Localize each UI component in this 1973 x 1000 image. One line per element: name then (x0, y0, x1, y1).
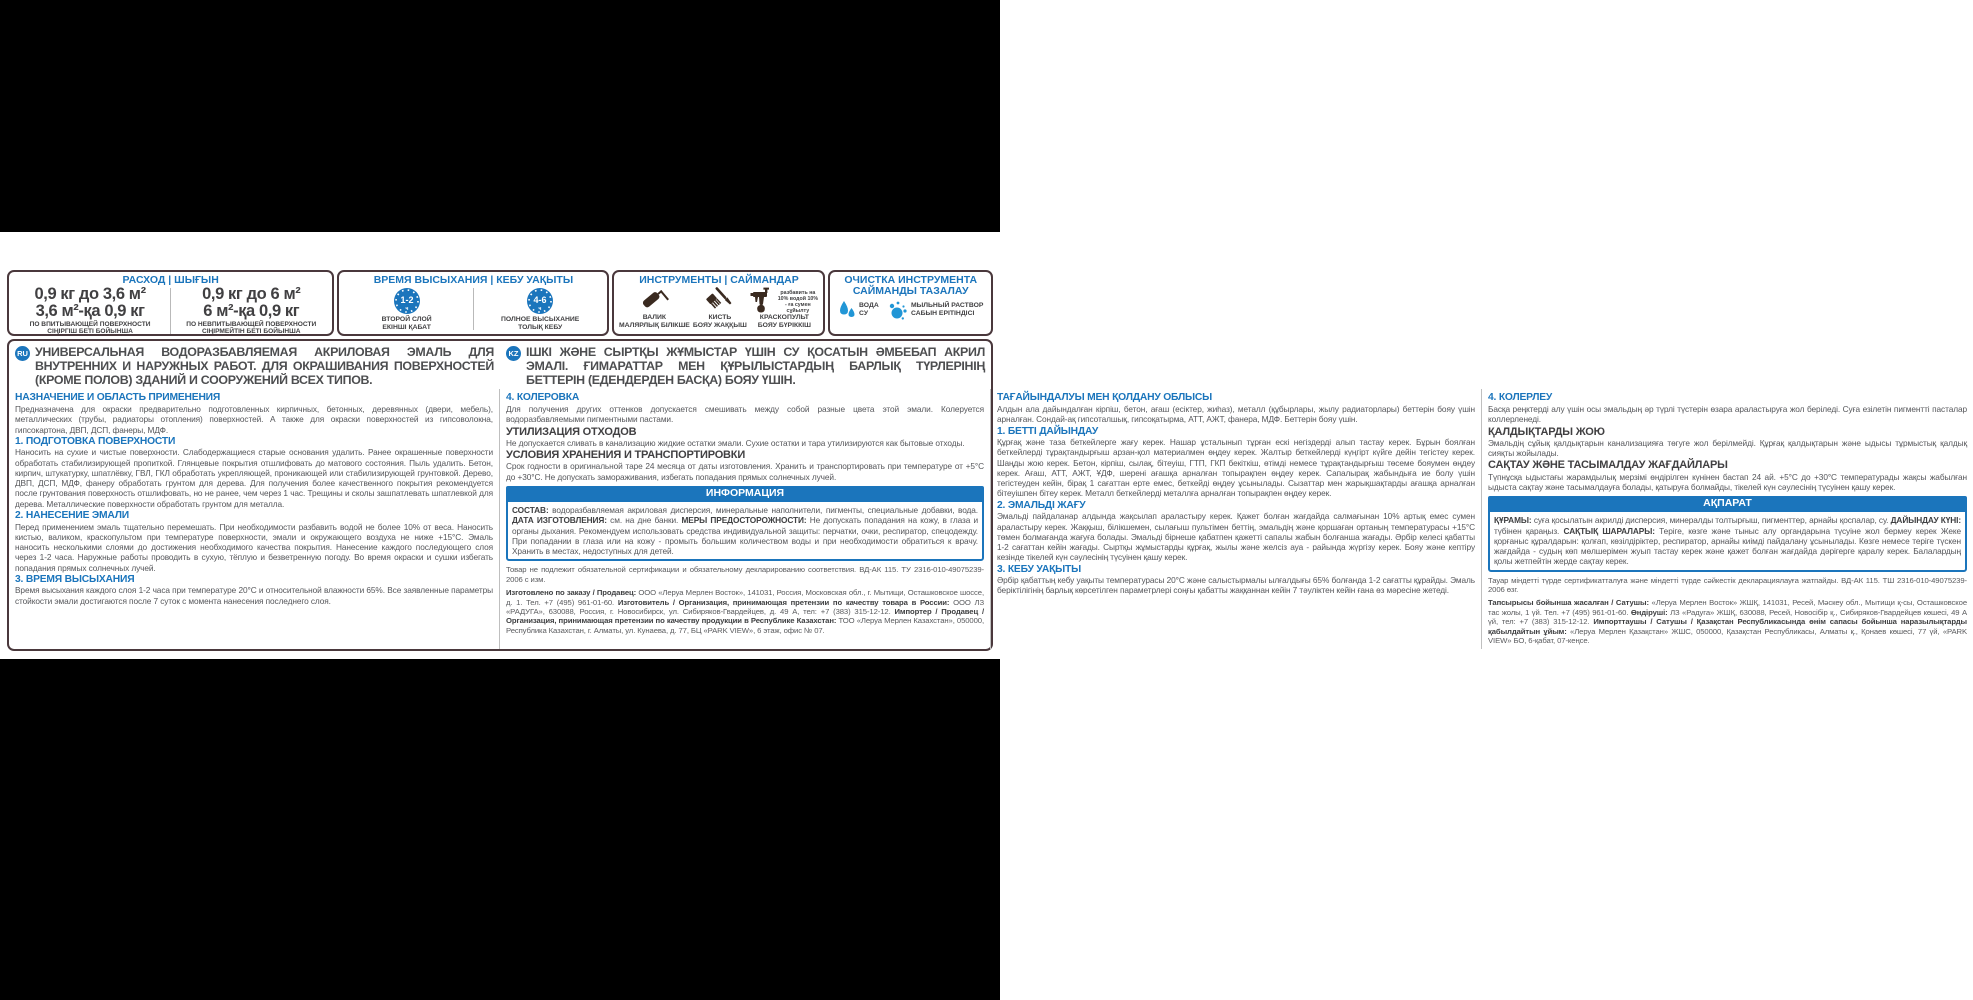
ru-title-block (9, 341, 500, 389)
consumption-box (7, 270, 334, 336)
section-heading: 1. ПОДГОТОВКА ПОВЕРХНОСТИ (15, 435, 176, 447)
tools-box (612, 270, 825, 336)
text: «Леруа Мерлен Восток» ЖШҚ, 141031, Ресей, Мәскеу обл., Мытищи қ-сы, Осташковское тас жолы, 1 үй. Тел. +7 (495) 961-01-60. (1488, 598, 1968, 617)
paragraph (1488, 404, 1967, 425)
text: ЛЗ «Радуга» ЖШҚ, 630088, Ресей, Новосібір қ., Сибиряков-Гвардейцев көшесі, 49 А үй, тел: +7 (383) 315-12-12. (1488, 607, 1967, 627)
cleaning-title-kz: САЙМАНДЫ ТАЗАЛАУ (852, 285, 969, 298)
bold-text: Импорттаушы / Сатушы / Қазақстан Республикасында өнім сапасы бойынша наразылықтарды қабылдайтын ұйым: (1488, 617, 1967, 636)
text: Наносить на сухие и чистые поверхности. Слабодержащиеся старые основания удалить. Ранее окрашенные поверхности обработать стабилизирующей пропиткой. Глянцевые покрытия отшлифовать до матового состояния. Пыль удалить. Бетон, кирпич, штукатурку, шпатлёвку, ГВЛ, ГКЛ обработать укрепляющей, проникающей или стабилизирующей грунтовкой. Дерево, ДВП, ДСП, МДФ, фанеру обработать грунтом для дерева. Для получения более качественного покрытия рекомендуется после грунтования поверхность отшлифовать, но не ранее, чем через 1 час. Трещины и сколы зашпатлевать шпатлевкой для дерева. Металлические поверхности обработать грунтом для металла. (15, 447, 493, 509)
text: «Леруа Мерлен Қазақстан» ЖШС, 050000, Қазақстан Республикасы, Алматы қ., Қонаев көшесі, 77 үй, «PARK VIEW» БО, 6-қабат, 07-кеңсе. (1488, 626, 1967, 646)
text: Эмальдің сұйық қалдықтарын канализацияға төгуге жол берілмейді. Құрғақ қалдықтарын және ыдысы тұрмыстық қалдық сияқты жойылады. (1488, 437, 1967, 459)
tool-label: МАЛЯРЛЫҚ БІЛІКШЕ (619, 321, 690, 329)
text: Теріге, көзге және тыныс алу органдарына түсуіне жол бермеу керек Жеке қорғаныс құралдарын: қолғап, көзілдіріктер, респиратор, арнайы киімді пайдалану ұсынылады. Көзге немесе теріге түскен жағдайда - судың көп мөлшерімен жуып тастау керек және қажет болған жағдайда дәрігерге қаралу керек. Балалардың қолы жетпейтін жерде сақтау керек. (1494, 525, 1961, 567)
tool-label: ВАЛИК (642, 314, 667, 322)
paragraph (1488, 438, 1967, 459)
section-heading: 4. КОЛЕРОВКА (506, 392, 580, 404)
paragraph (506, 404, 984, 425)
text: см. на дне банки. (610, 515, 682, 526)
paragraph (997, 437, 1475, 499)
drying-label: ВТОРОЙ СЛОЙ (381, 316, 432, 324)
paragraph (15, 585, 493, 606)
text: Не допускается сливать в канализацию жидкие остатки эмали. Сухие остатки и тара утилизируются как бытовые отходы. (506, 437, 965, 448)
ru-column-1 (9, 389, 500, 649)
bold-text: Изготовлено по заказу / Продавец: (506, 588, 639, 598)
consumption-nonabsorbent-item (173, 286, 329, 336)
kz-title-block (500, 341, 991, 389)
tool-label: КИСТЬ (708, 314, 732, 322)
consumption-value: 0,9 кг до 3,6 м² (34, 285, 146, 304)
bold-text: Тапсырысы бойынша жасалған / Сатушы: (1488, 598, 1652, 608)
section-heading: 2. НАНЕСЕНИЕ ЭМАЛИ (15, 510, 129, 522)
section-heading: САҚТАУ ЖӘНЕ ТАСЫМАЛДАУ ЖАҒДАЙЛАРЫ (1488, 459, 1728, 472)
drying-label: ТОЛЫҚ КЕБУ (518, 323, 563, 331)
info-banner: АҚПАРАТ (1488, 496, 1967, 510)
consumption-title: РАСХОД | ШЫҒЫН (122, 274, 219, 286)
bold-text: САҚТЫҚ ШАРАЛАРЫ: (1563, 525, 1660, 536)
section-heading: НАЗНАЧЕНИЕ И ОБЛАСТЬ ПРИМЕНЕНИЯ (15, 392, 221, 404)
tool-spray-gun (750, 286, 819, 330)
consumption-note: ПО НЕВПИТЫВАЮЩЕЙ ПОВЕРХНОСТИ (186, 320, 317, 328)
ru-product-title: УНИВЕРСАЛЬНАЯ ВОДОРАЗБАВЛЯЕМАЯ АКРИЛОВАЯ ЭМАЛЬ ДЛЯ ВНУТРЕННИХ И НАРУЖНЫХ РАБОТ. ДЛЯ ОКРАШИВАНИЯ ПОВЕРХНОСТЕЙ (КРОМЕ ПОЛОВ) ЗДАНИЙ И СООРУЖЕНИЙ ВСЕХ ТИПОВ. (35, 345, 494, 388)
bold-text: ДАЙЫНДАУ КҮНІ: (1890, 515, 1962, 526)
consumption-note: СІҢІРГІШ БЕТІ БОЙЫНША (47, 328, 133, 336)
water-drops-icon (838, 299, 856, 321)
section-heading: 2. ЭМАЛЬДІ ЖАҒУ (997, 499, 1086, 511)
soap-bubbles-icon (888, 299, 908, 321)
bold-text: Өндіруші: (1630, 607, 1671, 617)
paragraph (506, 588, 984, 635)
info-banner: ИНФОРМАЦИЯ (506, 486, 984, 500)
svg-text:1-2: 1-2 (400, 295, 414, 306)
tool-roller (619, 286, 690, 330)
text: Предназначена для окраски предварительно подготовленных кирпичных, бетонных, деревянных (двери, мебель), металлических (трубы, радиаторы отопления) поверхностей. А также для окраски поверхностей из гипсоволокна, гипсокартона, ДВП, ДСП, фанеры, МДФ. (15, 403, 493, 435)
text: Товар не подлежит обязательной сертификации и обязательному декларированию соответствия. ВД-АК 115. ТУ 2316-010-49075239-2006 с изм. (506, 565, 984, 584)
label-text-area (7, 339, 1968, 651)
svg-text:ч: ч (538, 306, 542, 313)
section-heading: 3. КЕБУ УАҚЫТЫ (997, 563, 1082, 575)
text: Әрбір қабаттың кебу уақыты температурасы 20°С және салыстырмалы ылғалдығы 65% болғанда 1-2 сағатты құрайды. Эмаль беріктілігінің барлық көрсетілген параметрлері соңғы қабатты жаққаннан кейін 7 тәуліктен кейін ғана өз мәресіне жетеді. (997, 575, 1475, 596)
text: Не допускать попадания на кожу, в глаза и органы дыхания. Рекомендуем использовать средства индивидуальной защиты: перчатки, очки, респиратор, спецодежду. При попадании в глаза или на кожу - промыть большим количеством воды и при необходимости обратиться к врачу. Хранить в местах, недоступных для детей. (512, 515, 978, 557)
bold-text: СОСТАВ: (512, 504, 553, 515)
kz-product-title: ІШКІ ЖӘНЕ СЫРТҚЫ ЖҰМЫСТАР ҮШІН СУ ҚОСАТЫН ӘМБЕБАП АКРИЛ ЭМАЛІ. ҒИМАРАТТАР МЕН ҚҰРЫЛЫСТАРДЫҢ БАРЛЫҚ ТҮРЛЕРІНІҢ БЕТТЕРІН (ЕДЕНДЕРДЕН БАСҚА) БОЯУ ҮШІН. (526, 345, 985, 388)
section-heading: ҚАЛДЫҚТАРДЫ ЖОЮ (1488, 425, 1605, 438)
info-framed-text (506, 500, 984, 561)
kz-badge: KZ (506, 346, 521, 361)
cleaning-label: САБЫН ЕРІТІНДІСІ (910, 310, 975, 318)
section-heading: ТАҒАЙЫНДАЛУЫ МЕН ҚОЛДАНУ ОБЛЫСЫ (997, 392, 1212, 404)
divider (170, 288, 171, 334)
text: Для получения других оттенков допускается смешивать между собой разные цвета этой эмали. Колеруется водоразбавляемыми пигментными пастами. (506, 403, 984, 425)
drying-item-full-dry (476, 286, 605, 332)
text: Құрғақ және таза беткейлерге жағу керек. Нашар ұсталынып тұрған ескі негіздерді алып тастау керек. Бұрын боялған беткейлерді тұрақтандырғыш арзан-қол материалмен өңдеу керек. Жалтыр беткейлерді күңгірт күйге дейін тегістеу керек. Шаңды жою керек. Бетон, кірпіш, сылақ, бітеуіш, ГТП, ГКП бекіткіш, өтімді немесе тұрақтандырғыш төсеме бояумен өңдеу керек. Ағаш, АТТ, АЖТ, ҰДФ, шерені ағашқа арналған топырақпен өңдеу керек. Сапалырақ жабындыға ие болу үшін тегістеуден кейін, бірақ 1 сағаттан ерте емес, беткейді өңдеу ұсынылады. Сызаттар мен жарықшақтарды ағашқа арналған бітеуішпен бітеу керек. Металл беткейлерді металлға арналған топырақпен өңдеу керек. (997, 437, 1475, 499)
tool-label: БОЯУ ЖАҚҚЫШ (692, 321, 747, 329)
bold-text: Импортер / Продавец / Организация, принимающая претензии по качеству продукции в Республике Казахстан: (506, 606, 984, 626)
consumption-absorbent-item (12, 286, 168, 336)
paint-brush-icon (704, 286, 736, 314)
paragraph (15, 447, 493, 509)
paragraph (997, 404, 1475, 425)
paragraph (15, 522, 493, 573)
consumption-note: СІҢІРМЕЙТІН БЕТІ БОЙЫНША (201, 328, 301, 336)
text: водоразбавляемая акриловая дисперсия, минеральные наполнители, пигменты, специальные добавки, вода. (552, 504, 978, 515)
kz-column-1 (991, 389, 1482, 649)
text-columns (9, 389, 1968, 649)
text: Алдын ала дайындалған кірпіш, бетон, ағаш (есіктер, жиһаз), металл (құбырлары, жылу радиаторлары) беттерін бояу үшін арналған. Сондай-ақ гипсоталшық, гипсоқатырма, АТТ, АЖТ, фанера, МДФ. Беттерін бояу үшін. (997, 403, 1475, 425)
product-label (7, 270, 1968, 651)
info-framed-text (1488, 510, 1967, 571)
paint-roller-icon (638, 286, 670, 314)
spray-gun-icon (750, 286, 776, 314)
top-black-area (0, 0, 1000, 232)
bold-text: ҚҰРАМЫ: (1494, 515, 1534, 526)
tool-brush (693, 286, 747, 330)
ru-badge: RU (15, 346, 30, 361)
paragraph (506, 565, 984, 584)
text: ООО ЛЗ «РАДУГА», 630088, Россия, г. Новосибирск, ул. Сибиряков-Гвардейцев, д. 49 А, тел: +7 (383) 315-12-12. (506, 597, 984, 616)
drying-time-box (337, 270, 609, 336)
text: ТОО «Леруа Мерлен Казахстан», 050000, Республика Казахстан, г. Алматы, ул. Кунаева, д. 77, БЦ «PARK VIEW», 6 этаж, офис № 07. (506, 616, 984, 635)
titles-row (9, 341, 991, 389)
paragraph (997, 575, 1475, 596)
text: Перед применением эмаль тщательно перемешать. При необходимости разбавить водой не более 10% от веса. Наносить кистью, валиком, краскопультом при температуре поверхности, эмали и окружающего воздуха не ниже +15°С. Эмаль наносить несколькими слоями до достижения необходимого качества покрытия. Нанесение каждого последующего слоя через 1-2 часа. Наружные работы проводить в сухую, тёплую и безветренную погоду. Во время окраски и сушки избегать попадания прямых солнечных лучей. (15, 521, 493, 573)
section-heading: 3. ВРЕМЯ ВЫСЫХАНИЯ (15, 573, 135, 585)
text: Время высыхания каждого слоя 1-2 часа при температуре 20°С и относительной влажности 65%. Все заявленные параметры стойкости эмали достигаются после 7 суток с момента нанесения последнего слоя. (15, 585, 493, 606)
clock-icon (525, 286, 555, 316)
text: суға қосылатын акрилді дисперсия, минералды толтырғыш, пигменттер, арнайы қоспалар, су. (1533, 515, 1891, 526)
paragraph (506, 461, 984, 482)
spray-dilution-note: разбавить на 10% водой 10% - ға сумен сұйылту (777, 290, 819, 315)
paragraph (997, 511, 1475, 562)
text: Срок годности в оригинальной таре 24 месяца от даты изготовления. Хранить и транспортировать при температуре от +5°С до +30°С. Не допускать замораживания, избегать попадания прямых солнечных лучей. (506, 461, 984, 482)
tool-label: БОЯУ БҮРІККІШ (757, 322, 811, 330)
tool-label: КРАСКОПУЛЬТ (759, 314, 809, 322)
drying-label: ЕКІНШІ ҚАБАТ (382, 323, 431, 331)
tools-title: ИНСТРУМЕНТЫ | САЙМАНДАР (639, 274, 799, 286)
cleaning-title-ru: ОЧИСТКА ИНСТРУМЕНТА (844, 274, 978, 286)
svg-text:4-6: 4-6 (533, 295, 547, 306)
paragraph (1488, 472, 1967, 493)
ru-column-2 (500, 389, 991, 649)
section-heading: 4. КОЛЕРЛЕУ (1488, 392, 1553, 404)
bold-text: МЕРЫ ПРЕДОСТОРОЖНОСТИ: (681, 515, 810, 526)
text: ООО «Леруа Мерлен Восток», 141031, Россия, Московская обл., г. Мытищи, Осташковское шоссе, д. 1. Тел. +7 (495) 961-01-60. (506, 588, 984, 607)
bold-text: ДАТА ИЗГОТОВЛЕНИЯ: (512, 515, 611, 526)
cleaning-soap-item (888, 299, 983, 321)
paragraph (15, 404, 493, 435)
svg-text:ч: ч (405, 306, 409, 313)
bottom-black-area (0, 659, 1000, 1000)
drying-label: ПОЛНОЕ ВЫСЫХАНИЕ (501, 316, 580, 324)
drying-title: ВРЕМЯ ВЫСЫХАНИЯ | КЕБУ УАҚЫТЫ (373, 274, 574, 286)
section-heading: УСЛОВИЯ ХРАНЕНИЯ И ТРАНСПОРТИРОВКИ (506, 449, 746, 462)
clock-icon (392, 286, 422, 316)
cleaning-label: ВОДА (859, 302, 879, 310)
section-heading: 1. БЕТТІ ДАЙЫНДАУ (997, 425, 1099, 437)
kz-column-2 (1482, 389, 1973, 649)
label-band (0, 232, 1968, 659)
text: Түпнұсқа ыдыстағы жарамдылық мерзімі өндірілген күнінен бастап 24 ай. +5°С до +30°С температурады жақсы жабылған ыдыста сақтау және тасымалдауға болады, қатыруға болмайды, тікелей күн сәулесінің түсуінен қашу керек. (1488, 471, 1967, 492)
text: Басқа реңктерді алу үшін осы эмальдың әр түрлі түстерін өзара араластыруға жол беріледі. Суға езілетін пигментті пасталар коллерленеді. (1488, 403, 1967, 425)
cleaning-box (828, 270, 993, 336)
section-heading: УТИЛИЗАЦИЯ ОТХОДОВ (506, 425, 637, 438)
text: Эмальді пайдаланар алдында жақсылап араластыру керек. Қажет болған жағдайда салмағынан 10% артық емес сумен араластыру керек. Жаққыш, білікшемен, сылағыш пультімен беттің, эмальдің және қоршаған ортаның температурасы +15°С төмен болмағанда жағуға болады. Эмальді бірнеше қабатпен қажетті сапалы жабын болғанша жағады. Әрбір келесі қабатты 1-2 сағаттан кейін жағады. Сыртқы жұмыстарды құрғақ, жылы және желсіз ауа - райында жүргізу керек. Бояу және кептіру кезінде тікелей күн сәулесінің түсуінен қашу керек. (997, 511, 1475, 563)
consumption-value: 6 м²-қа 0,9 кг (203, 302, 300, 321)
text: түбінен қараңыз. (1494, 525, 1564, 536)
bold-text: Изготовитель / Организация, принимающая претензии по качеству товара в России: (617, 597, 954, 607)
paragraph (506, 438, 984, 448)
text: Тауар міндетті түрде сертификатталуға және міндетті түрде сәйкестік декларациялауға жатпайды. ВД-АК 115. ТШ 2316-010-49075239-2006 өзг. (1488, 575, 1967, 595)
paragraph (1488, 598, 1967, 645)
cleaning-label: СУ (859, 310, 869, 318)
cleaning-water-item (838, 299, 879, 321)
info-boxes-row (7, 270, 993, 336)
cleaning-label: МЫЛЬНЫЙ РАСТВОР (910, 302, 984, 310)
divider (473, 288, 474, 330)
consumption-value: 3,6 м²-қа 0,9 кг (35, 302, 145, 321)
drying-item-second-coat (342, 286, 471, 332)
consumption-value: 0,9 кг до 6 м² (202, 285, 301, 304)
consumption-note: ПО ВПИТЫВАЮЩЕЙ ПОВЕРХНОСТИ (29, 320, 151, 328)
paragraph (1488, 576, 1967, 595)
